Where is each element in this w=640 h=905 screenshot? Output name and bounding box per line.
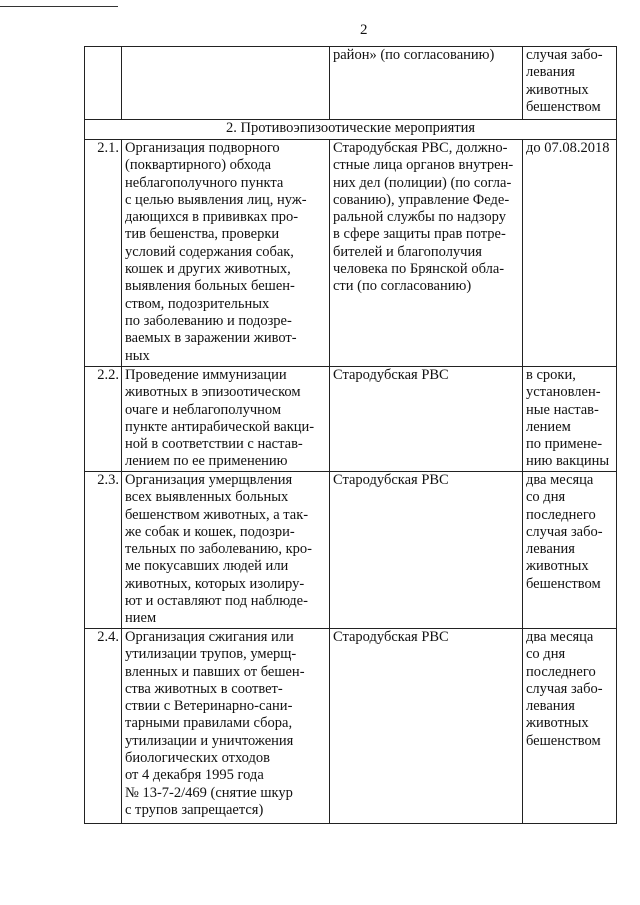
top-rule [0, 6, 118, 7]
page-number: 2 [360, 22, 368, 38]
activity-cell [122, 47, 330, 120]
deadline-cell: два месяца со дня последнего случая забо- левания животных бешенством [523, 629, 617, 824]
measure-row [85, 629, 617, 824]
row-number: 2.4. [85, 629, 122, 824]
row-number [85, 47, 122, 120]
deadline-cell: в сроки, установлен- ные настав- лением по примене- нию вакцины [523, 367, 617, 472]
continuation-row [85, 47, 617, 120]
responsible-cell: Стародубская РВС [330, 472, 523, 629]
activity-cell: Организация сжигания или утилизации трупов, умерщ- вленных и павших от бешен- ства животных в соответ- ствии с Ветеринарно-сани- тарными правилами сбора, утилизации и уничтожения биологических отходов от 4 декабря 1995 года № 13-7-2/469 (снятие шкур с трупов запрещается) [122, 629, 330, 824]
activity-cell: Организация умерщвления всех выявленных больных бешенством животных, а так- же собак и кошек, подозри- тельных по заболеванию, кро- ме покусавших людей или животных, которых изолиру- ют и оставляют под наблюде- нием [122, 472, 330, 629]
activity-cell: Проведение иммунизации животных в эпизоотическом очаге и неблагополучном пункте антирабической вакци- ной в соответствии с настав- лением по ее применению [122, 367, 330, 472]
responsible-cell: Стародубская РВС, должно- стные лица органов внутрен- них дел (полиции) (по согла- сованию), управление Феде- ральной службы по надзору в сфере защиты прав потре- бителей и благополучия человека по Брянской обла- сти (по согласованию) [330, 140, 523, 367]
measure-row [85, 140, 617, 367]
deadline-cell: до 07.08.2018 [523, 140, 617, 367]
responsible-cell: Стародубская РВС [330, 629, 523, 824]
section-title: 2. Противоэпизоотические мероприятия [85, 120, 617, 140]
measure-row [85, 472, 617, 629]
deadline-cell: два месяца со дня последнего случая забо- левания животных бешенством [523, 472, 617, 629]
measure-row [85, 367, 617, 472]
row-number: 2.3. [85, 472, 122, 629]
section-header-row [85, 120, 617, 140]
activity-cell: Организация подворного (поквартирного) обхода неблагополучного пункта с целью выявления лиц, нуж- дающихся в прививках про- тив бешенства, проверки условий содержания собак, кошек и других животных, выявления больных бешен- ством, подозрительных по заболеванию и подозре- ваемых в заражении живот- ных [122, 140, 330, 367]
row-number: 2.1. [85, 140, 122, 367]
responsible-cell: район» (по согласованию) [330, 47, 523, 120]
deadline-cell: случая забо- левания животных бешенством [523, 47, 617, 120]
responsible-cell: Стародубская РВС [330, 367, 523, 472]
measures-table [84, 46, 617, 824]
row-number: 2.2. [85, 367, 122, 472]
